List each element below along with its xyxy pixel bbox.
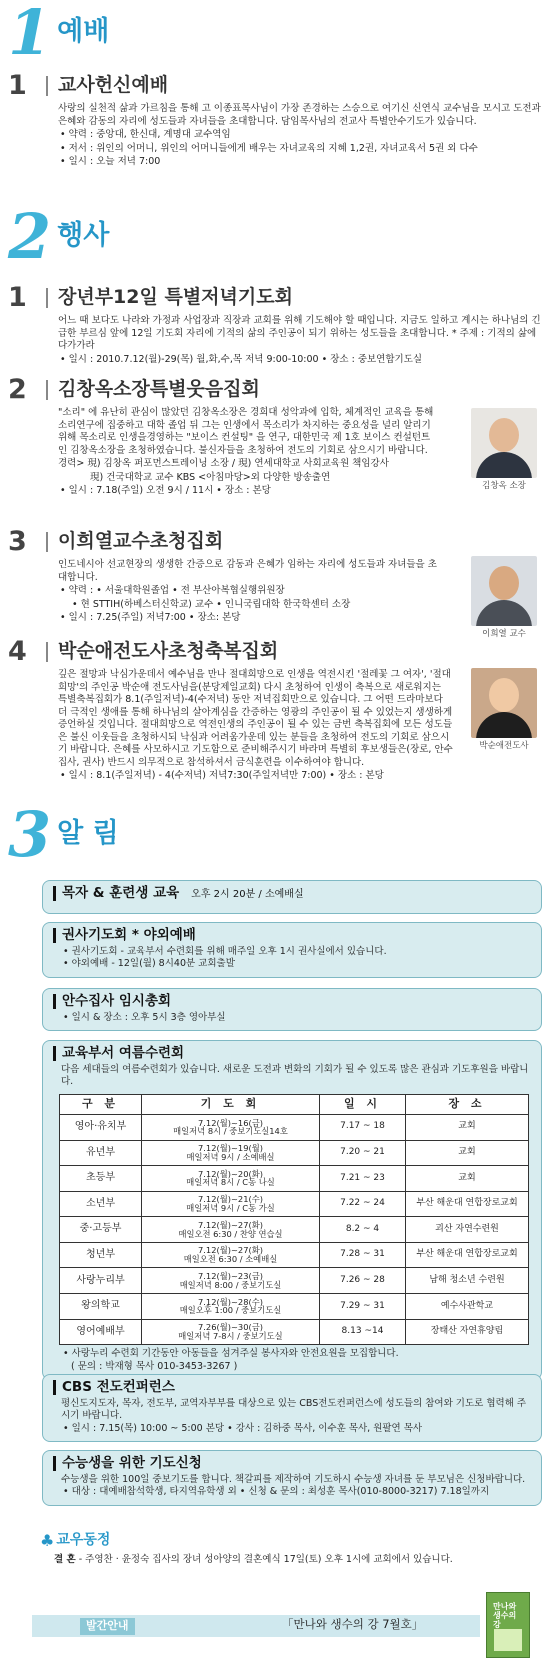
prayer-dates: 7.12(월)~20(화) <box>198 1168 263 1179</box>
prayer-time-place: 매일저녁 8시 / 중보기도실14호 <box>173 1126 288 1137</box>
table-cell: 괴산 자연수련원 <box>406 1217 529 1243</box>
notice-box <box>42 1040 542 1380</box>
prayer-cell <box>142 1114 320 1140</box>
divider <box>46 380 48 400</box>
table-cell: 8.2 ~ 4 <box>320 1217 406 1243</box>
prayer-time-place: 매일오전 6:30 / 소예배실 <box>183 1254 278 1265</box>
item-number: 1 <box>8 282 27 313</box>
prayer-time-place: 매일저녁 8시 / C동 나실 <box>186 1177 275 1188</box>
box-title: 수능생을 위한 기도신청 <box>53 1456 531 1471</box>
table-row <box>60 1319 529 1345</box>
item-intro: 인도네시아 선교현장의 생생한 간증으로 감동과 은혜가 임하는 자리에 성도들과 자녀들을 초대합니다. <box>58 559 437 583</box>
item-title: 박순애전도사초청축복집회 <box>58 639 279 662</box>
section-header-notices <box>8 798 119 871</box>
prayer-cell <box>142 1319 320 1345</box>
portrait-image <box>471 556 537 626</box>
item-line: • 일시 : 2010.7.12(월)-29(목) 월,화,수,목 저녁 9:00-10:00 • 장소 : 중보연합기도실 <box>58 354 542 367</box>
table-row <box>60 1166 529 1192</box>
photo-caption: 박순애전도사 <box>479 741 529 751</box>
item-number: 3 <box>8 526 27 557</box>
table-cell: 교회 <box>406 1114 529 1140</box>
item-title: 이희열교수초청집회 <box>58 529 224 552</box>
prayer-cell <box>142 1268 320 1294</box>
photo-caption: 김창옥 소장 <box>482 481 526 491</box>
worship-item <box>8 72 542 170</box>
section-number: 1 <box>8 0 50 69</box>
column-header: 기 도 회 <box>142 1094 320 1114</box>
event-item <box>8 526 542 639</box>
prayer-time-place: 매일오전 6:30 / 찬양 연습실 <box>178 1228 283 1239</box>
table-row <box>60 1268 529 1294</box>
event-item <box>8 638 542 784</box>
item-number: 4 <box>8 636 27 667</box>
section-header-worship <box>8 0 110 69</box>
schedule-table <box>59 1094 529 1345</box>
item-intro: "소리" 에 유난히 관심이 많았던 김창옥소장은 경희대 성악과에 입학, 체계적인 교육을 통해 소리연구에 집중하고 대학 졸업 뒤 그는 인생에서 목소리가 차지하는 중요성을 널리 알리기 위해 목소리로 인생을경영하는 "보이스 컨설팅" 을 연구, 대한민국 제 1호 보이스 컨설턴트인 김창옥소장을 초청하였습니다. 불신자들을 초청하여 전도의 기회로 삼으시기 바랍니다. <box>58 407 434 456</box>
item-line: • 일시 : 7.25(주일) 저녁7:00 • 장소: 본당 <box>58 612 438 625</box>
event-item <box>8 284 542 367</box>
portrait-image <box>471 408 537 478</box>
divider <box>46 532 48 552</box>
prayer-dates: 7.12(월)~27(화) <box>198 1219 263 1230</box>
table-row <box>60 1114 529 1140</box>
table-row <box>60 1242 529 1268</box>
table-cell: 왕의학교 <box>60 1294 142 1320</box>
prayer-cell <box>142 1140 320 1166</box>
box-line: • 대상 : 대예배참석학생, 타지역유학생 외 • 신청 & 문의 : 최성훈 목사(010-8000-3217) 7.18일까지 <box>61 1486 531 1499</box>
section-header-events <box>8 200 110 273</box>
prayer-dates: 7.12(월)~23(금) <box>198 1271 263 1282</box>
table-row <box>60 1191 529 1217</box>
prayer-time-place: 매일저녁 9시 / 소예배실 <box>186 1151 275 1162</box>
box-line: • 일시 & 장소 : 오후 5시 3층 영아부실 <box>61 1012 531 1025</box>
box-intro: 수능생을 위한 100일 중보기도를 합니다. 책갈피를 제작하여 기도하시 수능생 자녀를 둔 부모님은 신청바랍니다. <box>61 1473 526 1485</box>
table-cell: 초등부 <box>60 1166 142 1192</box>
speaker-photo <box>466 556 542 640</box>
notice-box <box>42 1374 542 1442</box>
magazine-title: 만나와 생수의 강 <box>493 1602 517 1629</box>
box-title: 권사기도회 * 야외예배 <box>53 928 531 943</box>
notice-box <box>42 988 542 1031</box>
prayer-dates: 7.12(월)~28(수) <box>198 1296 263 1307</box>
prayer-cell <box>142 1294 320 1320</box>
prayer-dates: 7.12(월)~27(화) <box>198 1245 263 1256</box>
box-title: 교육부서 여름수련회 <box>53 1046 531 1061</box>
prayer-cell <box>142 1217 320 1243</box>
prayer-cell <box>142 1191 320 1217</box>
photo-caption: 이희열 교수 <box>482 629 526 639</box>
section-number: 2 <box>8 200 50 273</box>
section-title: 알 림 <box>57 818 119 849</box>
magazine-cover-image <box>486 1592 530 1658</box>
staff-title: 교우동정 <box>56 1532 111 1549</box>
item-intro: 깊은 절망과 낙심가운데서 예수님을 만나 절대희망으로 인생을 역전시킨 '절레꽃 그 여자', '절대희망'의 주인공 박순애 전도사님을(분당제일교회) 다시 초청하여 인생이 축복으로 새로워지는 특별축복집회가 8.1(주일저녁)-4(수저녁) 동안 저녁집회만으로 있습니다. 그 어떤 드라마보다 더 극적인 생애를 통해 하나님의 살아계심을 간증하는 영광의 주인공이 될 수 있었는지 생생하게 증언하실 것입니다. 절대희망으로 역전인생의 주인공이 될 수 있는 금번 축복집회에 모든 성도들은 불신 이웃들을 초청하시되 낙심과 어려움가운데 있는 분들을 초청하여 전도의 기회로 삼으시기 바랍니다. 은혜를 사모하시고 기도함으로 준비해주시기 바라며 특별히 후보생들은(장로, 안수집사, 권사) 반드시 의무적으로 참석하셔서 금식훈련을 이수하여야 합니다. <box>58 669 453 768</box>
table-cell: 영어예배부 <box>60 1319 142 1345</box>
prayer-cell <box>142 1166 320 1192</box>
table-cell: 영아·유치부 <box>60 1114 142 1140</box>
item-title: 김창옥소장특별웃음집회 <box>58 377 260 400</box>
box-title-text: 목자 & 훈련생 교육 <box>62 885 180 901</box>
table-cell: 부산 해운대 연합장로교회 <box>406 1191 529 1217</box>
notice-box <box>42 922 542 978</box>
column-header: 구 분 <box>60 1094 142 1114</box>
table-cell: 7.28 ~ 31 <box>320 1242 406 1268</box>
item-line: • 일시 : 8.1(주일저녁) - 4(수저녁) 저녁7:30(주일저녁만 7:00) • 장소 : 본당 <box>58 770 542 783</box>
prayer-cell <box>142 1242 320 1268</box>
box-note: • 사랑누리 수련회 기간동안 아동들을 섬겨주실 봉사자와 안전요원을 모집합니다. <box>61 1348 531 1361</box>
section-number: 3 <box>8 798 50 871</box>
table-row <box>60 1217 529 1243</box>
section-title: 행사 <box>57 220 110 251</box>
table-header-row <box>60 1094 529 1114</box>
item-intro: 어느 때 보다도 나라와 가정과 사업장과 직장과 교회를 위해 기도해야 할 때입니다. 지금도 일하고 계시는 하나님의 긴급한 부르심 앞에 12일 기도회 자리에 기적의 삶의 주인공이 되기 위하는 성도들을 초대합니다. * 주제 : 기적의 삶에 다가가라 <box>58 315 541 352</box>
table-body <box>60 1114 529 1344</box>
table-cell: 부산 해운대 연합장로교회 <box>406 1242 529 1268</box>
prayer-dates: 7.12(월)~16(금) <box>198 1117 263 1128</box>
table-cell: 사랑누리부 <box>60 1268 142 1294</box>
table-cell: 7.22 ~ 24 <box>320 1191 406 1217</box>
item-title: 장년부12일 특별저녁기도회 <box>58 285 293 308</box>
divider <box>46 76 48 96</box>
footer-text: 「만나와 생수의 강 7월호」 <box>282 1617 424 1631</box>
section-title: 예배 <box>57 16 110 47</box>
item-line: • 약력 : 중앙대, 한신대, 계명대 교수역임 <box>58 129 542 142</box>
item-line: • 저서 : 위인의 어머니, 위인의 어머니들에게 배우는 자녀교육의 지혜 1,2권, 자녀교육서 5권 외 다수 <box>58 143 542 156</box>
table-cell: 7.20 ~ 21 <box>320 1140 406 1166</box>
club-icon: ♣ <box>40 1531 55 1550</box>
item-line: 경력> 現) 김창옥 퍼포먼스트레이닝 소장 / 現) 연세대학교 사회교육원 책임강사 <box>58 458 389 470</box>
box-title: CBS 전도컨퍼런스 <box>53 1380 531 1395</box>
footer-label: 발간안내 <box>80 1618 135 1635</box>
prayer-dates: 7.12(월)~21(수) <box>198 1194 263 1205</box>
notice-box <box>42 1450 542 1506</box>
box-title <box>53 886 531 901</box>
table-cell: 7.26 ~ 28 <box>320 1268 406 1294</box>
table-cell: 교회 <box>406 1140 529 1166</box>
notice-box <box>42 880 542 914</box>
speaker-photo <box>466 668 542 752</box>
table-cell: 유년부 <box>60 1140 142 1166</box>
footer-bar <box>32 1615 480 1637</box>
speaker-photo <box>466 408 542 492</box>
table-cell: 7.21 ~ 23 <box>320 1166 406 1192</box>
table-cell: 장태산 자연휴양림 <box>406 1319 529 1345</box>
table-cell: 중·고등부 <box>60 1217 142 1243</box>
table-cell: 소년부 <box>60 1191 142 1217</box>
staff-label: 결 혼 <box>54 1554 76 1566</box>
box-intro: 다음 세대들의 여름수련회가 있습니다. 새로운 도전과 변화의 기회가 될 수 있도록 많은 관심과 기도후원을 바랍니다. <box>61 1063 529 1088</box>
column-header: 일 시 <box>320 1094 406 1114</box>
item-line: • 일시 : 7.18(주일) 오전 9시 / 11시 • 장소 : 본당 <box>58 485 438 498</box>
staff-news <box>40 1530 540 1567</box>
table-row <box>60 1140 529 1166</box>
box-intro: 평신도지도자, 목자, 전도부, 교역자부부를 대상으로 있는 CBS전도컨퍼런스에 성도들의 참여와 기도로 협력해 주시기 바랍니다. <box>61 1397 527 1422</box>
prayer-dates: 7.12(월)~19(월) <box>198 1143 263 1154</box>
item-intro: 사랑의 실천적 삶과 가르침을 통해 고 이종표목사님이 가장 존경하는 스승으로 여기신 신연식 교수님을 모시고 도전과 은혜와 감동의 자리에 성도들과 자녀들을 초대합니다. 담임목사님의 전교사 특별안수기도가 있습니다. <box>58 103 541 127</box>
item-line: • 약력 : • 서울대학원졸업 • 전 부산아복협실행위원장 <box>58 585 438 598</box>
prayer-dates: 7.26(월)~30(금) <box>198 1322 263 1333</box>
item-number: 1 <box>8 70 27 101</box>
prayer-time-place: 매일저녁 9시 / C동 가실 <box>186 1202 275 1213</box>
prayer-time-place: 매일오후 1:00 / 중보기도실 <box>179 1305 282 1316</box>
item-number: 2 <box>8 374 27 405</box>
staff-text: - 주영찬 · 윤정숙 집사의 장녀 성아양의 결혼예식 17일(토) 오후 1시에 교회에서 있습니다. <box>75 1554 453 1566</box>
box-line: • 권사기도회 - 교육부서 수련회를 위해 매주일 오후 1시 권사실에서 있습니다. <box>61 946 531 959</box>
divider <box>46 288 48 308</box>
item-line: • 현 STTIH(하베스터신학교) 교수 • 인니국립대학 한국학센터 소장 <box>72 598 351 610</box>
table-cell: 교회 <box>406 1166 529 1192</box>
table-cell: 청년부 <box>60 1242 142 1268</box>
box-line: • 일시 : 7.15(목) 10:00 ~ 5:00 본당 • 강사 : 김하중 목사, 이수훈 목사, 원팔연 목사 <box>61 1423 531 1436</box>
table-cell: 예수사관학교 <box>406 1294 529 1320</box>
item-title: 교사헌신예배 <box>58 73 169 96</box>
divider <box>46 642 48 662</box>
prayer-time-place: 매일저녁 7-8시 / 중보기도실 <box>178 1330 283 1341</box>
portrait-image <box>471 668 537 738</box>
box-note: ( 문의 : 박재형 목사 010-3453-3267 ) <box>71 1360 238 1372</box>
table-cell: 7.17 ~ 18 <box>320 1114 406 1140</box>
box-subtitle: 오후 2시 20분 / 소예배실 <box>191 889 304 900</box>
table-row <box>60 1294 529 1320</box>
box-title: 안수집사 임시총회 <box>53 994 531 1009</box>
table-cell: 8.13 ~14 <box>320 1319 406 1345</box>
table-cell: 7.29 ~ 31 <box>320 1294 406 1320</box>
item-line: • 일시 : 오늘 저녁 7:00 <box>58 156 542 169</box>
table-cell: 남해 청소년 수련원 <box>406 1268 529 1294</box>
box-line: • 야외예배 - 12일(월) 8시40분 교회출발 <box>61 958 531 971</box>
event-item <box>8 376 542 499</box>
prayer-time-place: 매일저녁 8:00 / 중보기도실 <box>179 1279 282 1290</box>
item-line: 現) 건국대학교 교수 KBS <아침마당>외 다양한 방송출연 <box>90 471 331 483</box>
column-header: 장 소 <box>406 1094 529 1114</box>
